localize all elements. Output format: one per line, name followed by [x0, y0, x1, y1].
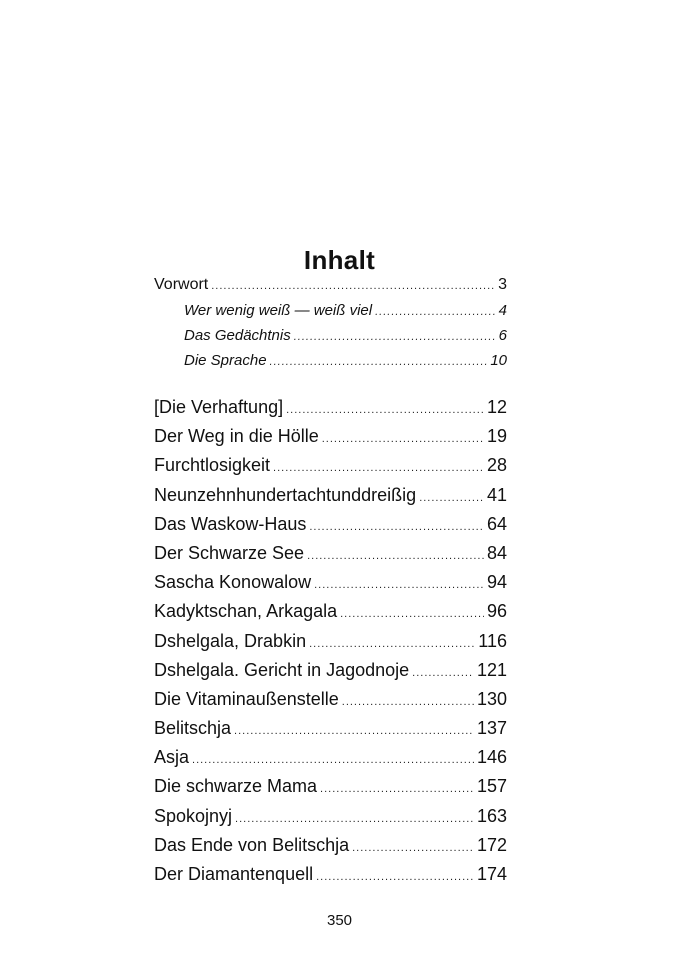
toc-entry-page: 130: [476, 688, 507, 709]
dot-leader: [234, 717, 474, 746]
toc-chapter-entry[interactable]: [154, 714, 507, 743]
toc-entry-label: Der Weg in die Hölle: [154, 426, 319, 447]
toc-entry-page: 94: [486, 572, 507, 593]
dot-leader: [322, 425, 484, 454]
toc-subentry-wer-wenig-weiss[interactable]: [154, 298, 507, 323]
toc-entry-page: 19: [486, 426, 507, 447]
toc-entry-page: 96: [486, 601, 507, 622]
toc-entry-label: Asja: [154, 747, 190, 768]
toc-chapter-entry[interactable]: [154, 802, 507, 831]
dot-leader: [270, 350, 488, 375]
toc-subentry-das-gedaechtnis[interactable]: [154, 323, 507, 348]
toc-chapter-entry[interactable]: [154, 451, 507, 480]
dot-leader: [320, 775, 474, 804]
dot-leader: [192, 746, 474, 775]
dot-leader: [419, 484, 484, 513]
page-title: Inhalt: [303, 245, 376, 276]
dot-leader: [286, 396, 484, 425]
toc-entry-page: 12: [486, 397, 507, 417]
toc-entry-label: Furchtlosigkeit: [154, 455, 271, 476]
toc-chapter-entry[interactable]: [154, 597, 507, 626]
toc-chapter-entry[interactable]: [154, 510, 507, 539]
toc-chapter-entry[interactable]: [154, 481, 507, 510]
toc-entry-vorwort[interactable]: [154, 272, 507, 298]
toc-entry-page: 174: [476, 864, 507, 884]
dot-leader: [211, 273, 495, 299]
dot-leader: [316, 863, 474, 892]
dot-leader: [309, 630, 475, 659]
toc-entry-page: 157: [476, 776, 507, 797]
toc-entry-label: Das Gedächtnis: [184, 327, 291, 344]
toc-entry-label: Belitschja: [154, 718, 232, 739]
dot-leader: [294, 325, 496, 350]
dot-leader: [352, 834, 474, 863]
toc-entry-page: 84: [486, 542, 507, 563]
dot-leader: [375, 300, 496, 325]
toc-chapter-entry[interactable]: [154, 627, 507, 656]
toc-entry-label: Dshelgala. Gericht in Jagodnoje: [154, 659, 410, 680]
toc-entry-label: Die Sprache: [184, 352, 267, 369]
toc-entry-label: Spokojnyj: [154, 805, 233, 826]
toc-entry-label: Vorwort: [154, 276, 209, 293]
dot-leader: [307, 542, 484, 571]
toc-chapter-entry[interactable]: [154, 831, 507, 860]
toc-entry-label: Dshelgala, Drabkin: [154, 630, 307, 651]
toc-entry-label: Kadyktschan, Arkagala: [154, 601, 338, 622]
toc-entry-page: 172: [476, 834, 507, 855]
toc-entry-page: 4: [498, 302, 507, 319]
dot-leader: [412, 659, 474, 688]
toc-entry-page: 137: [476, 718, 507, 739]
dot-leader: [273, 454, 484, 483]
toc-entry-page: 6: [498, 327, 507, 344]
toc-chapters: [154, 393, 507, 889]
toc-chapter-entry[interactable]: [154, 422, 507, 451]
toc-entry-label: Der Diamantenquell: [154, 864, 314, 884]
toc-chapter-entry[interactable]: [154, 539, 507, 568]
toc-chapter-entry[interactable]: [154, 656, 507, 685]
toc-front-matter: [154, 272, 507, 373]
toc-entry-page: 64: [486, 513, 507, 534]
toc-chapter-entry[interactable]: [154, 568, 507, 597]
toc-entry-page: 163: [476, 805, 507, 826]
page-number: 350: [326, 912, 353, 929]
dot-leader: [235, 805, 474, 834]
toc-chapter-entry[interactable]: [154, 743, 507, 772]
toc-entry-label: Neunzehnhundertachtunddreißig: [154, 484, 417, 505]
toc-entry-label: Der Schwarze See: [154, 542, 305, 563]
toc-entry-page: 10: [490, 352, 507, 369]
toc-chapter-entry[interactable]: [154, 393, 507, 422]
toc-entry-page: 28: [486, 455, 507, 476]
toc-chapter-entry[interactable]: [154, 860, 507, 889]
toc-entry-label: Die schwarze Mama: [154, 776, 318, 797]
dot-leader: [314, 571, 484, 600]
toc-subentry-die-sprache[interactable]: [154, 348, 507, 373]
toc-entry-page: 116: [478, 630, 507, 651]
toc-entry-page: 3: [498, 276, 507, 293]
dot-leader: [342, 688, 474, 717]
toc-entry-label: Sascha Konowalow: [154, 572, 312, 593]
toc-entry-label: Wer wenig weiß — weiß viel: [184, 302, 373, 319]
toc-chapter-entry[interactable]: [154, 685, 507, 714]
toc-entry-page: 121: [476, 659, 507, 680]
toc-chapter-entry[interactable]: [154, 772, 507, 801]
toc-entry-page: 146: [476, 747, 507, 768]
toc-entry-label: Das Ende von Belitschja: [154, 834, 350, 855]
toc-entry-label: Die Vitaminaußenstelle: [154, 688, 339, 709]
dot-leader: [340, 600, 484, 629]
toc-entry-label: Das Waskow-Haus: [154, 513, 307, 534]
toc-entry-page: 41: [486, 484, 507, 505]
dot-leader: [309, 513, 484, 542]
toc-entry-label: [Die Verhaftung]: [154, 397, 284, 417]
